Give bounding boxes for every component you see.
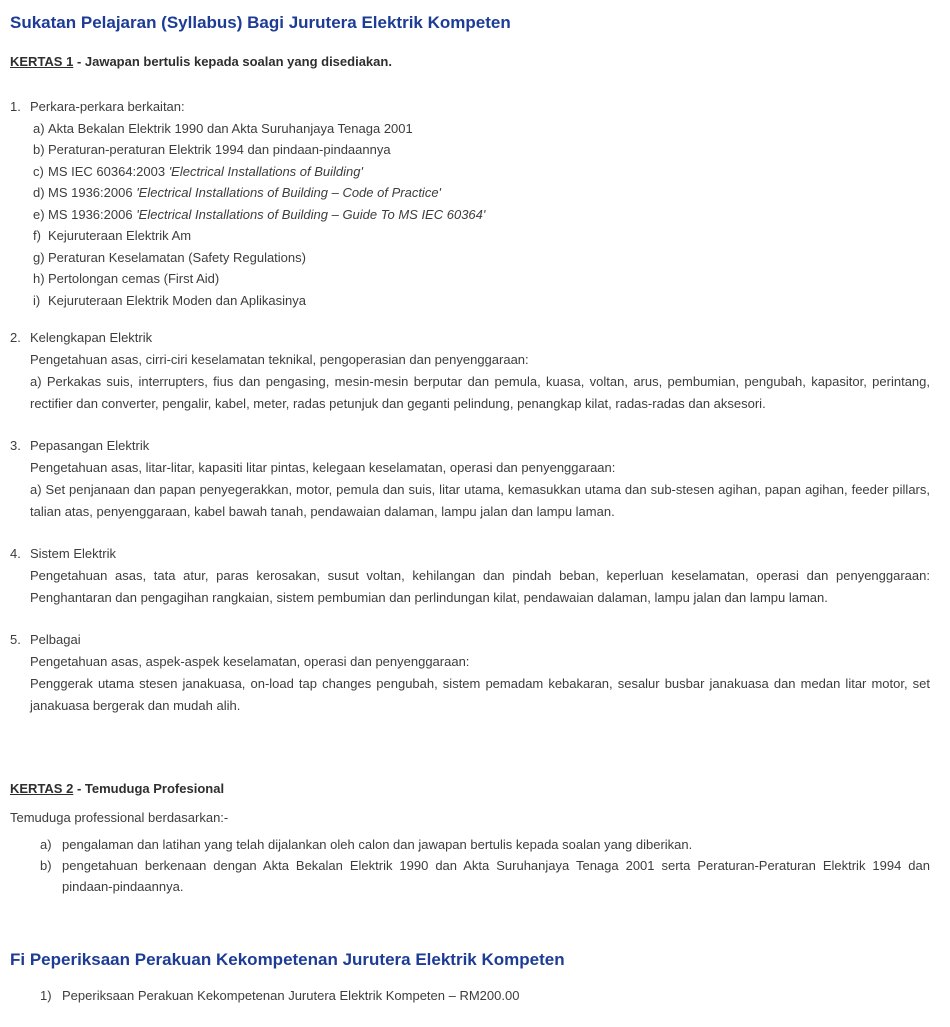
list-item	[33, 225, 930, 247]
syllabus-section-2	[10, 327, 930, 415]
list-item-text: MS 1936:2006	[48, 185, 137, 200]
list-item-italic-text: 'Electrical Installations of Building – Code of Practice'	[136, 185, 442, 200]
list-item-marker: a)	[33, 120, 45, 136]
section-title: Perkara-perkara berkaitan:	[30, 99, 185, 114]
list-item-marker: b)	[40, 858, 52, 873]
fees-title: Fi Peperiksaan Perakuan Kekompetenan Jurutera Elektrik Kompeten	[10, 950, 565, 969]
section-number: 3.	[10, 438, 21, 453]
list-item-text: Peperiksaan Perakuan Kekompetenan Jurutera Elektrik Kompeten – RM200.00	[62, 988, 520, 1003]
kertas1-heading	[10, 54, 930, 70]
page-title: Sukatan Pelajaran (Syllabus) Bagi Jurutera Elektrik Kompeten	[10, 13, 511, 32]
section-number: 2.	[10, 330, 21, 345]
kertas2-heading	[10, 781, 930, 797]
section-paragraph: a) Set penjanaan dan papan penyegerakkan, motor, pemula dan suis, litar utama, kemasukkan utama dan sub-stesen agihan, papan agihan, feeder pillars, talian atas, penyenggaraan, kabel bawah tanah, pendawaian dalaman, lampu jalan dan lampu laman.	[30, 482, 930, 519]
list-item-text: pengetahuan berkenaan dengan Akta Bekalan Elektrik 1990 dan Akta Suruhanjaya Tenaga 2001 serta Peraturan-Peraturan Elektrik 1994 dan pindaan-pindaannya.	[62, 858, 930, 894]
kertas2-separator: -	[73, 781, 85, 796]
list-item-marker: f)	[33, 228, 41, 243]
list-item-marker: g)	[33, 249, 45, 265]
section-paragraph: Pengetahuan asas, tata atur, paras kerosakan, susut voltan, kehilangan dan pindah beban, keperluan keselamatan, operasi dan penyenggaraan: Penghantaran dan pengagihan rangkaian, sistem pembumian dan perlindungan kilat, pendawaian dalaman, lampu jalan dan lampu laman.	[30, 568, 930, 605]
syllabus-section-5	[10, 629, 930, 717]
list-item-italic-text: 'Electrical Installations of Building – Guide To MS IEC 60364'	[136, 206, 486, 222]
list-item-italic-text: 'Electrical Installations of Building'	[168, 163, 363, 179]
fee-item	[10, 985, 930, 1006]
section-number: 5.	[10, 632, 21, 647]
list-item-text: Kejuruteraan Elektrik Am	[48, 228, 192, 243]
list-item	[33, 290, 930, 312]
list-item-marker: b)	[33, 142, 45, 157]
list-item-marker: a)	[40, 837, 52, 852]
section-title: Kelengkapan Elektrik	[30, 330, 153, 345]
list-item-text: Pertolongan cemas (First Aid)	[48, 271, 220, 286]
kertas2-intro: Temuduga professional berdasarkan:-	[10, 810, 229, 825]
section-number: 1.	[10, 99, 21, 114]
list-item-marker: h)	[33, 271, 45, 286]
list-item	[33, 268, 930, 290]
list-item-text: Peraturan-peraturan Elektrik 1994 dan pindaan-pindaannya	[48, 142, 391, 157]
section-title: Pelbagai	[30, 632, 81, 647]
list-item	[33, 247, 930, 269]
kertas2-label: KERTAS 2	[10, 781, 74, 796]
list-item	[33, 182, 930, 204]
syllabus-section-4	[10, 543, 930, 609]
section-title: Pepasangan Elektrik	[30, 438, 150, 453]
list-item	[33, 161, 930, 183]
syllabus-section-3	[10, 435, 930, 523]
list-item	[33, 139, 930, 161]
section-title: Sistem Elektrik	[30, 546, 116, 561]
list-item	[33, 118, 930, 140]
list-item-text: Kejuruteraan Elektrik Moden dan Aplikasinya	[48, 292, 306, 308]
list-item-marker: 1)	[40, 988, 52, 1003]
kertas2-title: Temuduga Profesional	[84, 781, 225, 796]
kertas2-item	[10, 855, 930, 897]
kertas1-subtitle: - Jawapan bertulis kepada soalan yang disediakan.	[73, 54, 392, 69]
section-paragraph: Penggerak utama stesen janakuasa, on-load tap changes pengubah, sistem pemadam kebakaran, sesalur busbar janakuasa dan medan litar motor, set janakuasa bergerak dan mudah alih.	[30, 676, 930, 713]
section-paragraph: Pengetahuan asas, litar-litar, kapasiti litar pintas, kelegaan keselamatan, operasi dan penyenggaraan:	[30, 460, 616, 475]
kertas2-item	[10, 834, 930, 855]
list-item-marker: c)	[33, 163, 44, 179]
list-item-text: MS IEC 60364:2003	[48, 163, 169, 179]
list-item-marker: e)	[33, 206, 45, 222]
section-paragraph: a) Perkakas suis, interrupters, fius dan pengasing, mesin-mesin berputar dan pemula, kuasa, voltan, arus, pembumian, pengubah, kapasitor, perintang, rectifier dan converter, pengalir, kabel, meter, radas petunjuk dan geganti pelindung, penangkap kilat, radas-radas dan aksesori.	[30, 374, 930, 411]
list-item	[33, 204, 930, 226]
list-item-text: Akta Bekalan Elektrik 1990 dan Akta Suruhanjaya Tenaga 2001	[48, 120, 413, 136]
section-number: 4.	[10, 546, 21, 561]
syllabus-section-1	[10, 96, 930, 311]
list-item-text: pengalaman dan latihan yang telah dijalankan oleh calon dan jawapan bertulis kepada soalan yang diberikan.	[62, 837, 693, 852]
section-paragraph: Pengetahuan asas, aspek-aspek keselamatan, operasi dan penyenggaraan:	[30, 654, 470, 669]
kertas1-label: KERTAS 1	[10, 54, 74, 69]
list-item-marker: i)	[33, 292, 41, 308]
section-paragraph: Pengetahuan asas, cirri-ciri keselamatan teknikal, pengoperasian dan penyenggaraan:	[30, 352, 529, 367]
list-item-text: MS 1936:2006	[48, 206, 137, 222]
list-item-marker: d)	[33, 185, 45, 200]
list-item-text: Peraturan Keselamatan (Safety Regulations)	[48, 249, 306, 265]
